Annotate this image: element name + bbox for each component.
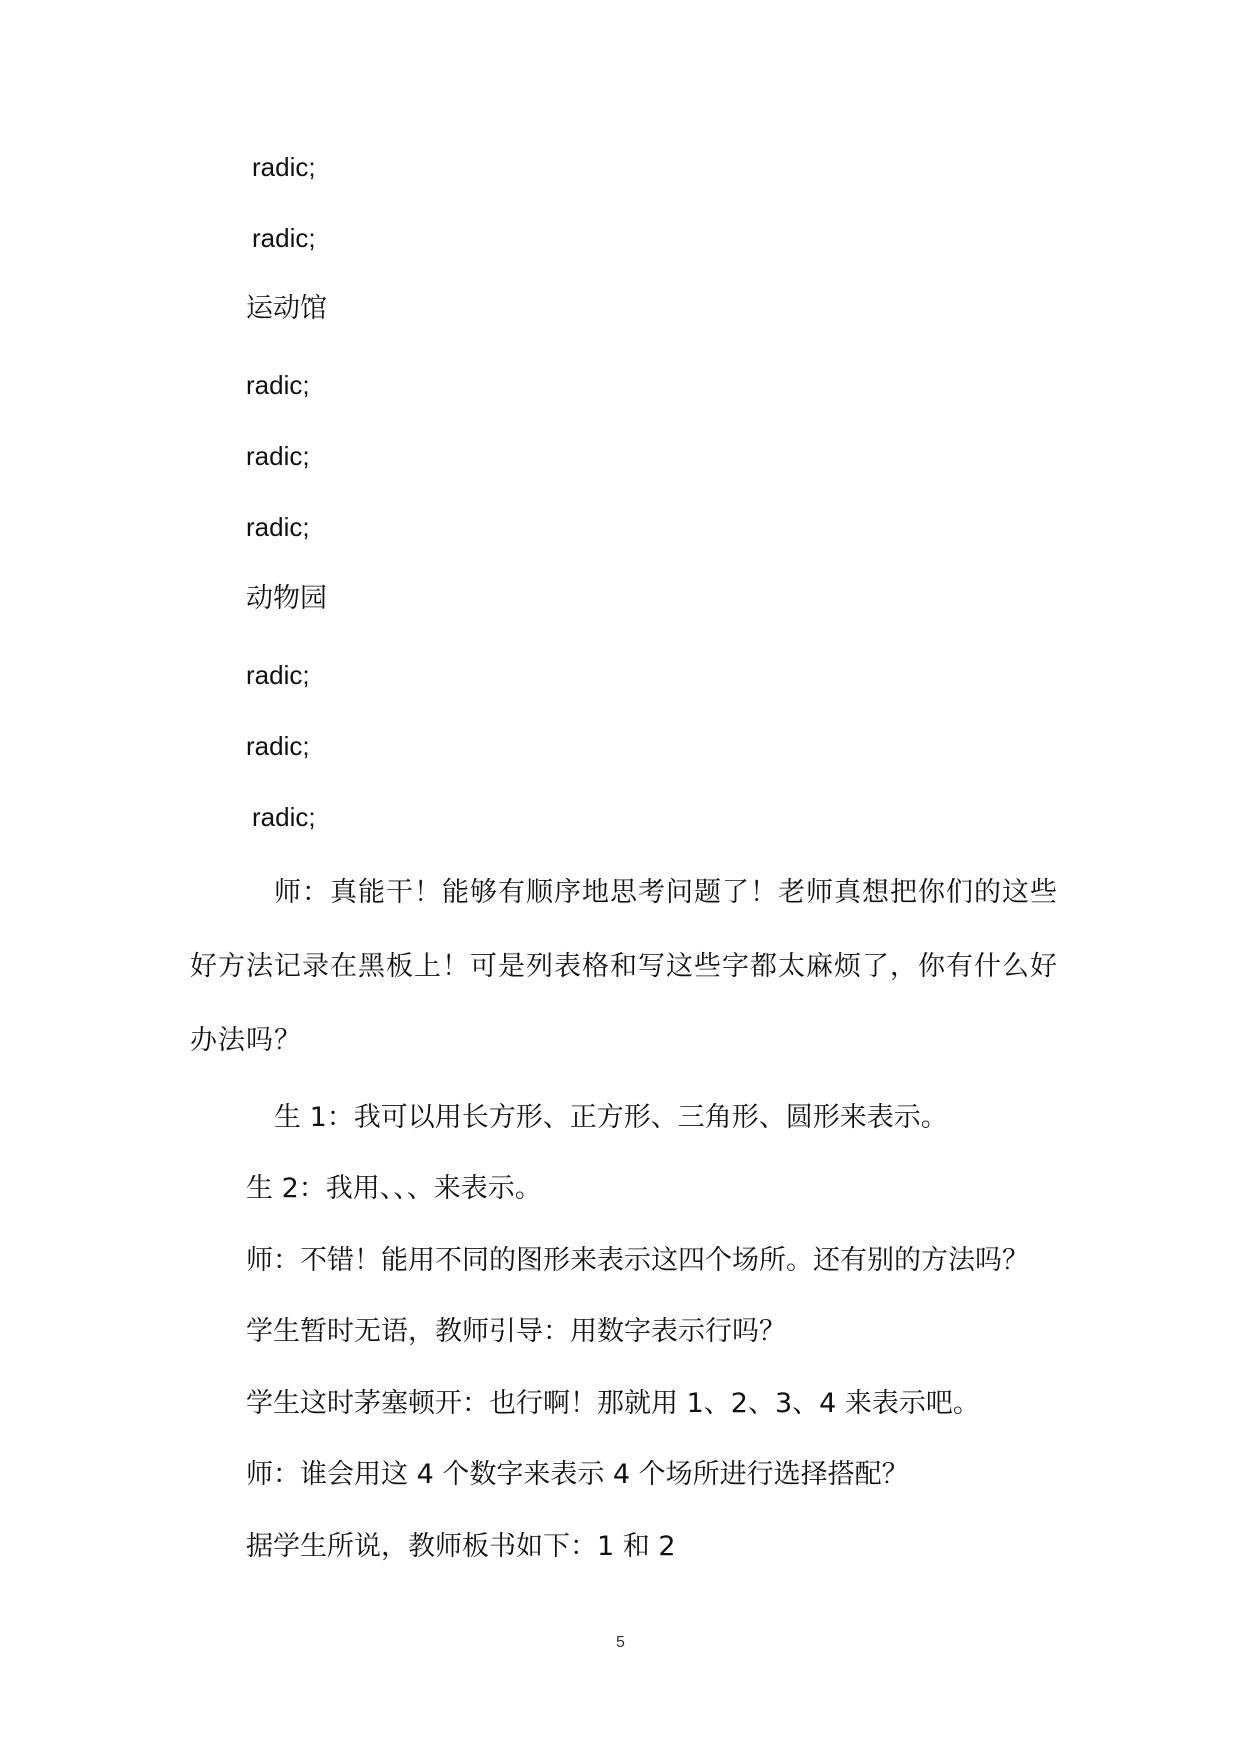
text-line: radic; — [246, 660, 310, 690]
text-line: 生 1：我可以用长方形、正方形、三角形、圆形来表示。 — [274, 1102, 948, 1133]
text-line: 动物园 — [246, 583, 327, 614]
text-line: radic; — [246, 731, 310, 761]
text-line: 生 2：我用、、、来表示。 — [246, 1173, 542, 1204]
text-line: radic; — [252, 223, 316, 253]
text-line: 学生这时茅塞顿开：也行啊！那就用 1、2、3、4 来表示吧。 — [246, 1388, 980, 1419]
text-line: radic; — [246, 441, 310, 471]
text-line: radic; — [246, 370, 310, 400]
text-line: 据学生所说，教师板书如下：1 和 2 — [246, 1531, 676, 1562]
text-line: 师：谁会用这 4 个数字来表示 4 个场所进行选择搭配？ — [246, 1459, 909, 1490]
teacher-paragraph: 师：真能干！能够有顺序地思考问题了！老师真想把你们的这些好方法记录在黑板上！可是列表格和写这些字都太麻烦了，你有什么好办法吗？ — [190, 877, 1058, 1056]
page-number: 5 — [616, 1634, 625, 1651]
text-line: radic; — [252, 802, 316, 832]
text-line: radic; — [252, 152, 316, 182]
text-line: 师：不错！能用不同的图形来表示这四个场所。还有别的方法吗？ — [246, 1245, 1029, 1276]
text-line: 学生暂时无语，教师引导：用数字表示行吗？ — [246, 1316, 786, 1347]
text-line: 运动馆 — [246, 293, 327, 324]
text-line: radic; — [246, 512, 310, 542]
